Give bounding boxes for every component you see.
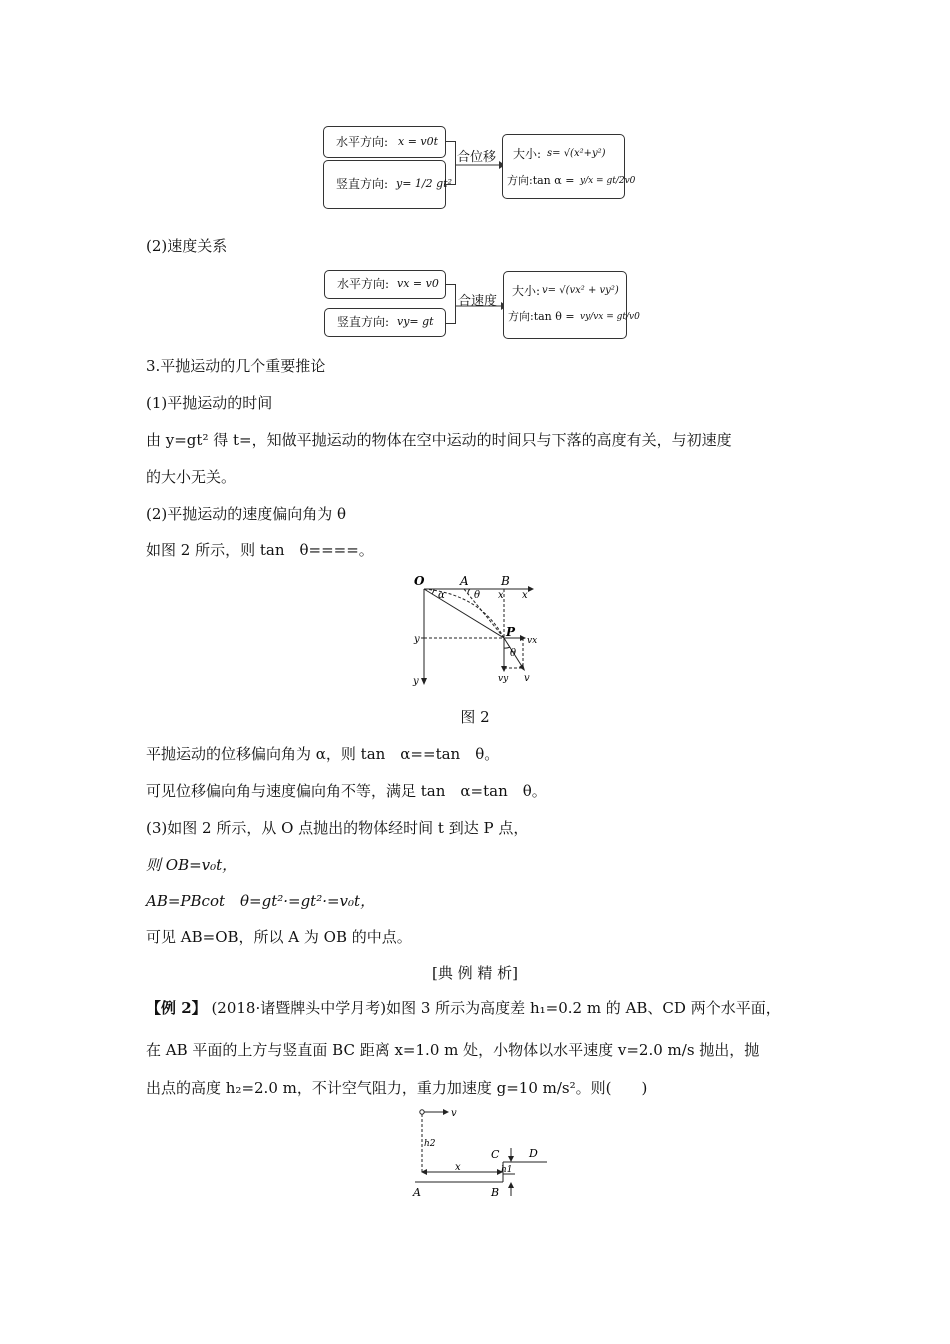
velocity-vertical-label: 竖直方向: — [337, 315, 390, 329]
fig2-label-theta-top: θ — [474, 590, 481, 601]
fig3-label-A: A — [413, 1186, 421, 1199]
sub3-text: (3)如图 2 所示，从 O 点抛出的物体经时间 t 到达 P 点， — [146, 819, 529, 837]
fig3-label-D: D — [529, 1147, 538, 1160]
sub2-title: (2)平抛运动的速度偏向角为 θ — [146, 505, 347, 523]
velocity-vertical-box — [324, 308, 446, 337]
fig2-label-x: x — [498, 590, 504, 601]
displacement-arrow — [455, 160, 505, 170]
displacement-horizontal-formula: x = v0t — [398, 135, 439, 148]
displacement-horizontal-box — [323, 126, 446, 158]
example-text-c: 出点的高度 h₂=2.0 m，不计空气阻力，重力加速度 g=10 m/s²。则( ) — [146, 1079, 648, 1097]
sub1-title: (1)平抛运动的时间 — [146, 394, 273, 412]
displacement-magnitude-label: 大小: — [513, 147, 542, 161]
fig2-label-alpha: α — [438, 590, 445, 601]
displacement-vertical-label: 竖直方向: — [336, 177, 389, 191]
fig2-label-O: O — [414, 574, 425, 588]
velocity-magnitude-formula: v= √(vx² + vy²) — [542, 285, 619, 296]
conclusion-text: 可见 AB=OB，所以 A 为 OB 的中点。 — [146, 928, 412, 946]
section3-title: 3.平抛运动的几个重要推论 — [146, 357, 326, 375]
displacement-direction-label: 方向:tan α = — [507, 174, 575, 187]
fig3-label-B: B — [491, 1186, 500, 1199]
fig3-label-v: v — [451, 1108, 457, 1119]
sub2-text: 如图 2 所示，则 tan θ====。 — [146, 541, 374, 559]
fig2-label-y-tick: y — [414, 634, 420, 645]
fig2-label-A: A — [460, 574, 469, 588]
fig3-label-h2: h2 — [424, 1139, 436, 1149]
displacement-magnitude-formula: s= √(x²+y²) — [547, 148, 606, 159]
velocity-arrow — [455, 301, 507, 311]
figure2-caption: 图 2 — [460, 708, 490, 726]
velocity-merge-label: 合速度 — [458, 294, 498, 309]
displacement-vertical-formula: y= 1/2 gt² — [396, 177, 452, 190]
section-velocity-title: (2)速度关系 — [146, 237, 228, 255]
example-text-b: 在 AB 平面的上方与竖直面 BC 距离 x=1.0 m 处，小物体以水平速度 v=2.0 m/s 抛出，抛 — [146, 1041, 760, 1059]
angle-text: 平抛运动的位移偏向角为 α，则 tan α==tan θ。 — [146, 745, 500, 763]
fig2-label-vy: vy — [498, 674, 509, 684]
ab-text: AB=PBcot θ=gt²·=gt²·=v₀t， — [146, 892, 376, 910]
fig2-label-x-axis: x — [522, 590, 528, 601]
displacement-result-box — [502, 134, 636, 199]
example-tag: 【例 2】 — [146, 999, 207, 1017]
fig2-label-vx: vx — [527, 636, 538, 646]
velocity-horizontal-box — [324, 270, 446, 299]
displacement-vertical-box — [323, 160, 452, 209]
sub1-text-b: 的大小无关。 — [146, 468, 237, 486]
velocity-direction-label: 方向:tan θ = — [508, 310, 575, 323]
example-header: [典 例 精 析] — [431, 964, 518, 982]
fig2-label-B: B — [501, 574, 510, 588]
displacement-merge-label: 合位移 — [457, 150, 497, 165]
fig3-label-x: x — [455, 1162, 461, 1173]
sub1-text-a: 由 y=gt² 得 t=，知做平抛运动的物体在空中运动的时间只与下落的高度有关，与初速度 — [146, 431, 732, 449]
fig3-label-C: C — [491, 1148, 500, 1161]
fig2-label-y-axis: y — [413, 676, 419, 687]
velocity-horizontal-formula: vx = v0 — [397, 277, 439, 290]
displacement-horizontal-label: 水平方向: — [336, 135, 389, 149]
figure3-diagram — [405, 1104, 550, 1200]
fig2-label-P: P — [506, 625, 516, 639]
velocity-result-box — [503, 271, 640, 339]
velocity-magnitude-label: 大小: — [512, 284, 541, 298]
example-text-a: (2018·诸暨牌头中学月考)如图 3 所示为高度差 h₁=0.2 m 的 AB、CD 两个水平面， — [211, 999, 781, 1017]
figure2-diagram — [410, 572, 550, 690]
compare-text: 可见位移偏向角与速度偏向角不等，满足 tan α=tan θ。 — [146, 782, 547, 800]
fig2-label-theta-p: θ — [510, 648, 517, 659]
fig2-label-v: v — [524, 673, 530, 684]
displacement-direction-formula: y/x = gt/2v0 — [580, 176, 636, 186]
fig3-label-h1: h1 — [501, 1165, 513, 1175]
velocity-direction-formula: vy/vx = gt/v0 — [580, 312, 640, 322]
velocity-horizontal-label: 水平方向: — [337, 277, 390, 291]
velocity-vertical-formula: vy= gt — [397, 315, 434, 328]
ob-text: 则 OB=v₀t， — [146, 856, 238, 874]
